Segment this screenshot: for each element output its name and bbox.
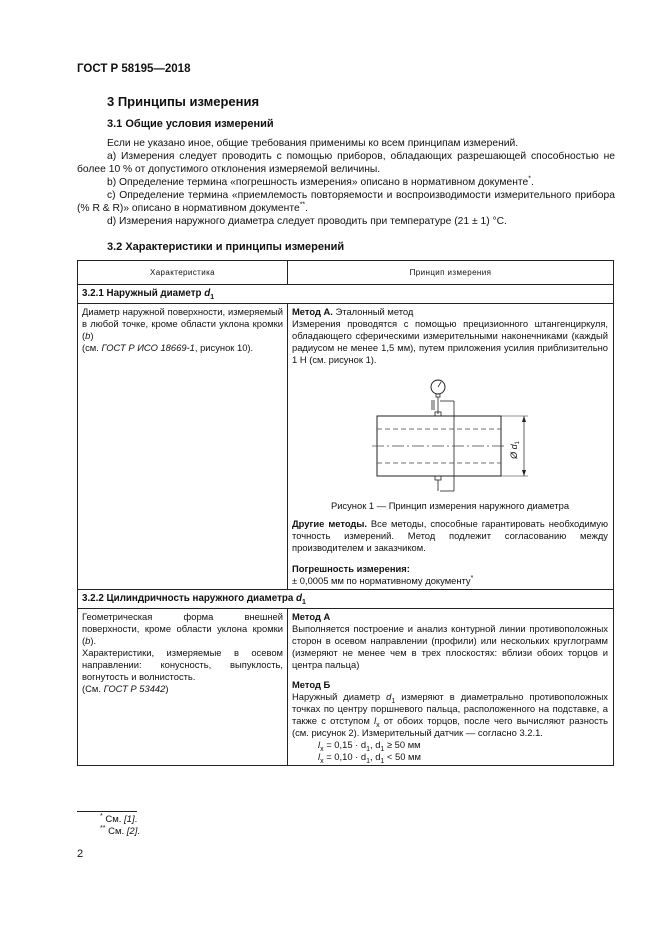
- dimension-symbol: Ø d: [509, 444, 519, 459]
- characteristic-text: Характеристики, измеряемые в осевом направлении: конусность, выпуклость, вогнутость и волнистость.: [82, 647, 283, 682]
- formula-2-text: = 0,10 · d: [326, 751, 367, 762]
- formula-1-tail: , d: [369, 739, 381, 750]
- dimension-label: [509, 440, 521, 460]
- document-header: ГОСТ Р 58195—2018: [77, 63, 191, 75]
- table-row: [78, 304, 614, 590]
- formula-1: $l_x = 0,15 \cdot d_1$, $d_1 \ge 50$ мм: [318, 739, 421, 753]
- table-section-row: [78, 285, 614, 304]
- subscript: 1: [210, 293, 215, 301]
- paragraph-a: а) Измерения следует проводить с помощью приборов, обладающих разрешающей способностью не более 10 % от допустимого отклонения измеряемой величины.: [77, 151, 615, 175]
- characteristics-table: [77, 260, 614, 766]
- footnote-mark: **: [299, 201, 306, 209]
- symbol: d: [204, 288, 211, 299]
- symbol: l: [374, 715, 377, 726]
- subscript: 1: [391, 697, 396, 705]
- reference-text: , рисунок 10).: [194, 342, 254, 353]
- reference-standard: ГОСТ Р ИСО 18669-1: [101, 342, 195, 353]
- method-a-text: Измерения проводятся с помощью прецизионного штангенциркуля, обладающего сферическими измерительными наконечниками (каждый радиусом не менее 1,5 мм), путем приложения усилия приблизительно 1 Н (см. рисунок 1).: [292, 318, 608, 365]
- section-heading-3-2-2: [78, 590, 614, 609]
- figure-1: [292, 374, 608, 499]
- characteristic-symbol: b: [85, 635, 91, 646]
- section-3-2-title: 3.2 Характеристики и принципы измерений: [107, 241, 345, 253]
- error-value: [292, 575, 608, 587]
- dimension-subscript: 1: [515, 441, 521, 445]
- section-3-1-body: [77, 137, 615, 228]
- method-b-label: Метод Б: [292, 679, 331, 690]
- footnote-separator: [77, 811, 137, 812]
- method-b-text-part: измеряют в диаметрально противоположных точках по центру поршневого пальца, расположенного на подставке, а также с отступом: [292, 691, 608, 726]
- footnote-reference: [2]: [126, 826, 138, 837]
- footnote-mark: *: [470, 574, 474, 582]
- footnote-mark: *: [100, 812, 103, 820]
- formula-2-tail: , d: [369, 751, 381, 762]
- characteristic-text: ): [90, 330, 94, 341]
- characteristic-cell: [78, 304, 288, 590]
- section-3-1-title: 3.1 Общие условия измерений: [107, 118, 274, 130]
- method-a-name: Эталонный метод: [332, 306, 414, 317]
- table-row: [78, 609, 614, 766]
- principle-cell: [288, 304, 614, 590]
- error-label: Погрешность измерения:: [292, 563, 410, 574]
- figure-1-caption: Рисунок 1 — Принцип измерения наружного диаметра: [330, 500, 570, 511]
- paragraph-c-text: с) Определение термина «приемлемость повторяемости и воспроизводимости измерительного прибора (% R & R)» описано в нормативном документе: [77, 190, 615, 214]
- footnote-mark: *: [528, 175, 531, 183]
- footnote-reference: [1]: [124, 814, 135, 825]
- reference-standard: ГОСТ Р 53442: [103, 683, 166, 694]
- other-methods-text: Все методы, способные гарантировать необходимую точность измерений. Метод подлежит согласованию между производителем и заказчиком.: [292, 518, 608, 553]
- reference-text: (См.: [82, 683, 104, 694]
- error-value-text: ± 0,0005 мм по нормативному документу: [292, 575, 471, 586]
- footnotes: [100, 814, 140, 838]
- paragraph-b: b) Определение термина «погрешность измерения» описано в нормативном документе*.: [107, 175, 534, 188]
- column-header-characteristic: Характеристика: [78, 261, 288, 285]
- characteristic-text: Геометрическая форма внешней поверхности, кроме области уклона кромки (: [82, 611, 283, 646]
- formula-2: $l_x = 0,10 \cdot d_1$, $d_1 < 50$ мм: [318, 751, 421, 765]
- characteristic-text: ).: [90, 635, 97, 646]
- other-methods-label: Другие методы.: [292, 518, 367, 529]
- formula-2-end: < 50 мм: [384, 751, 421, 762]
- formula-1-text: = 0,15 · d: [326, 739, 367, 750]
- method-b-text: [292, 691, 608, 739]
- method-a-label: Метод А: [292, 611, 331, 622]
- principle-cell: [288, 609, 614, 766]
- section-heading-text: 3.2.1 Наружный диаметр: [82, 288, 202, 299]
- method-a-text: Выполняется построение и анализ контурной линии противоположных сторон в осевом направлении (профили) или нескольких круглограмм (измеряют не менее чем в трех плоскостях: вблизи обоих торцов и центра пальца): [292, 623, 608, 670]
- paragraph-d: d) Измерения наружного диаметра следует проводить при температуре (21 ± 1) °С.: [107, 216, 507, 227]
- footnote-2: ** См. [2].: [100, 824, 140, 837]
- paragraph-b-text: b) Определение термина «погрешность измерения» описано в нормативном документе: [107, 177, 529, 188]
- subscript: x: [376, 721, 380, 729]
- characteristic-symbol: b: [85, 330, 91, 341]
- section-3-title: 3 Принципы измерения: [107, 94, 260, 109]
- page-number: 2: [77, 848, 84, 860]
- section-heading-3-2-1: [78, 285, 614, 304]
- footnote-1: * См. [1].: [100, 812, 138, 825]
- paragraph-general: Если не указано иное, общие требования применимы ко всем принципам измерений.: [107, 138, 519, 149]
- symbol: d: [386, 691, 392, 702]
- paragraph-c: с) Определение термина «приемлемость повторяемости и воспроизводимости измерительного прибора (% R & R)» описано в нормативном документе**.: [77, 190, 615, 214]
- method-a-label: Метод А.: [292, 306, 333, 317]
- symbol: d: [296, 593, 303, 604]
- reference-text: ): [165, 683, 169, 694]
- footnote-text: См.: [108, 826, 127, 837]
- footnote-mark: **: [100, 824, 106, 832]
- column-header-principle: Принцип измерения: [288, 261, 614, 285]
- footnote-text: См.: [105, 814, 125, 825]
- method-b-text-part: Наружный диаметр: [292, 691, 387, 702]
- section-heading-text: 3.2.2 Цилиндричность наружного диаметра: [82, 593, 294, 604]
- subscript: 1: [302, 598, 306, 606]
- method-b-text-part: от обоих торцов, после чего вычисляют разность (см. рисунок 2). Измерительный датчик — согласно 3.2.1.: [292, 715, 608, 738]
- formula-1-end: ≥ 50 мм: [384, 739, 421, 750]
- table-header-row: [78, 261, 614, 285]
- characteristic-text: Диаметр наружной поверхности, измеряемый в любой точке, кроме области уклона кромки (: [82, 306, 283, 341]
- measurement-diagram: [292, 374, 612, 499]
- reference-text: (см.: [82, 342, 102, 353]
- table-section-row: [78, 590, 614, 609]
- characteristic-cell: [78, 609, 288, 766]
